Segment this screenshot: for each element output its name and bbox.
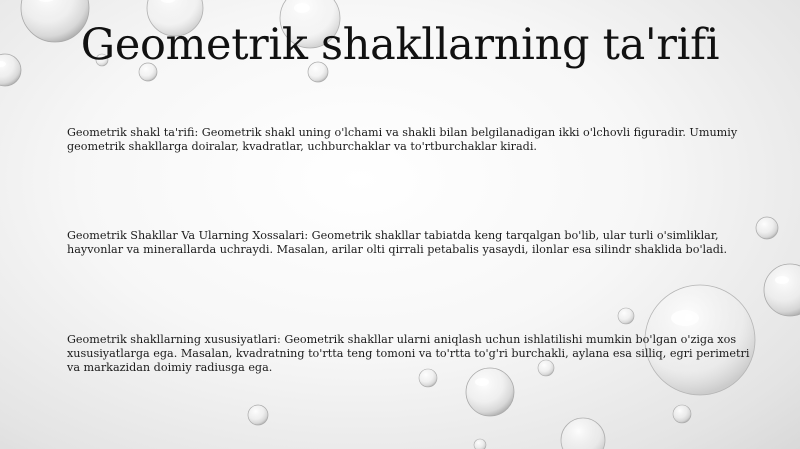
droplet: [466, 368, 514, 416]
slide-title: Geometrik shakllarning ta'rifi: [80, 20, 720, 70]
droplet: [618, 308, 634, 324]
droplet: [756, 217, 778, 239]
droplet: [248, 405, 268, 425]
paragraph-definition: Geometrik shakl ta'rifi: Geometrik shakl uning o'lchami va shakli bilan belgilanadigan ikki o'lchovli figuradir. Umumiy geometrik shakllarga doiralar, kvadratlar, uchburchaklar va to'rtburchaklar kiradi.: [67, 126, 738, 153]
droplet: [764, 264, 800, 316]
paragraph-characteristics: Geometrik shakllarning xususiyatlari: Geometrik shakllar ularni aniqlash uchun ishlatilishi mumkin bo'lgan o'ziga xos xususiyatlarga ega. Masalan, kvadratning to'rtta teng tomoni va to'rtta to'g'ri burchakli, aylana esa silliq, egri perimetri va markazidan doimiy radiusga ega.: [67, 333, 750, 374]
droplet: [673, 405, 691, 423]
paragraph-properties: Geometrik Shakllar Va Ularning Xossalari: Geometrik shakllar tabiatda keng tarqalgan bo'lib, ular turli o'simliklar, hayvonlar va minerallarda uchraydi. Masalan, arilar olti qirrali petabalis yasaydi, ilonlar esa silindr shaklida bo'ladi.: [67, 229, 728, 256]
droplet: [561, 418, 605, 449]
droplet: [474, 439, 486, 449]
